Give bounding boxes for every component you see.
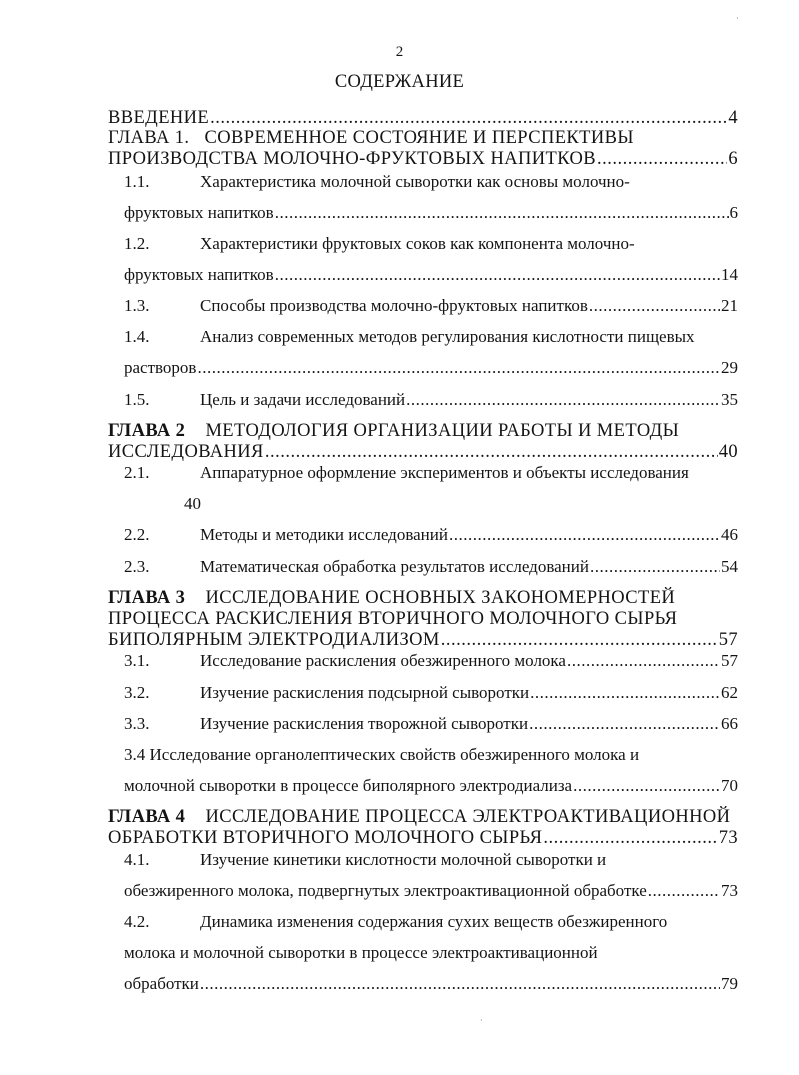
section-number: 1.3.: [124, 296, 150, 315]
section-title-line: Методы и методики исследований: [200, 525, 448, 544]
scan-speck: ·: [480, 1016, 483, 1025]
section-number: 3.1.: [124, 651, 150, 670]
toc-section-1-4[interactable]: [108, 357, 738, 381]
section-title-line: Анализ современных методов регулирования кислотности пищевых: [200, 327, 695, 346]
toc-section-1-1[interactable]: [108, 202, 738, 226]
dot-leader: [449, 524, 720, 546]
page-number: 2: [395, 44, 404, 60]
toc-section-1-1-heading[interactable]: [108, 171, 738, 195]
toc-page-number: 4: [728, 108, 738, 128]
dot-leader: [200, 973, 720, 995]
toc-section-3-1[interactable]: [108, 650, 738, 674]
toc-section-3-3[interactable]: [108, 713, 738, 737]
toc-section-1-2-heading[interactable]: [108, 233, 738, 257]
dot-leader: [648, 880, 720, 902]
section-number: 1.1.: [124, 172, 150, 191]
toc-entry-text: ВВЕДЕНИЕ: [108, 108, 210, 128]
chapter-title-line: МЕТОДОЛОГИЯ ОРГАНИЗАЦИИ РАБОТЫ И МЕТОДЫ: [205, 421, 680, 441]
toc-page-number: 73: [718, 828, 738, 848]
dot-leader: [529, 713, 720, 735]
dot-leader: [530, 682, 720, 704]
section-title-line: Характеристика молочной сыворотки как основы молочно-: [200, 172, 630, 191]
toc-section-2-1[interactable]: [184, 493, 284, 517]
chapter-title-line: ПРОЦЕССА РАСКИСЛЕНИЯ ВТОРИЧНОГО МОЛОЧНОГО СЫРЬЯ: [108, 609, 678, 629]
chapter-label: ГЛАВА 4: [108, 807, 186, 827]
page-title: СОДЕРЖАНИЕ: [334, 72, 465, 92]
toc-section-2-1-heading[interactable]: [108, 462, 738, 486]
toc-chapter-1[interactable]: [108, 148, 738, 172]
toc-section-2-2[interactable]: [108, 524, 738, 548]
toc-section-1-5[interactable]: [108, 389, 738, 413]
section-title-line: фруктовых напитков: [124, 265, 274, 284]
toc-page-number: 35: [721, 390, 738, 409]
dot-leader: [590, 556, 720, 578]
toc-section-1-3[interactable]: [108, 295, 738, 319]
section-title-line: Изучение кинетики кислотности молочной сыворотки и: [200, 850, 607, 869]
toc-section-3-2[interactable]: [108, 682, 738, 706]
toc-page-number: 46: [721, 525, 738, 544]
toc-section-4-1[interactable]: [108, 880, 738, 904]
toc-page-number: 57: [718, 630, 738, 650]
section-number: 3.2.: [124, 683, 150, 702]
section-number: 2.3.: [124, 557, 150, 576]
toc-section-1-2[interactable]: [108, 264, 738, 288]
section-title-line: молока и молочной сыворотки в процессе электроактивационной: [124, 943, 598, 962]
dot-leader: [567, 650, 720, 672]
section-number: 2.2.: [124, 525, 150, 544]
dot-leader: [275, 264, 720, 286]
section-title-line: молочной сыворотки в процессе биполярного электродиализа: [124, 776, 573, 795]
dot-leader: [573, 775, 720, 797]
section-title-line: растворов: [124, 358, 197, 377]
toc-section-2-3[interactable]: [108, 556, 738, 580]
dot-leader: [197, 357, 720, 379]
section-number: 4.1.: [124, 850, 150, 869]
dot-leader: [543, 827, 717, 849]
toc-section-4-2-line-2[interactable]: [108, 942, 738, 966]
dot-leader: [406, 389, 720, 411]
dot-leader: [597, 148, 727, 170]
dot-leader: [265, 441, 718, 463]
chapter-title-line: ИССЛЕДОВАНИЕ ПРОЦЕССА ЭЛЕКТРОАКТИВАЦИОННОЙ: [205, 807, 731, 827]
toc-page-number: 57: [721, 651, 738, 670]
toc-section-4-2-heading[interactable]: [108, 911, 738, 935]
section-title-line: Динамика изменения содержания сухих веществ обезжиренного: [200, 912, 668, 931]
dot-leader: [210, 107, 727, 129]
section-title-line: обезжиренного молока, подвергнутых электроактивационной обработке: [124, 881, 647, 900]
section-number: 1.2.: [124, 234, 150, 253]
toc-page-number: 6: [728, 149, 738, 169]
toc-section-4-1-heading[interactable]: [108, 849, 738, 873]
toc-section-1-4-heading[interactable]: [108, 326, 738, 350]
section-number: 1.4.: [124, 327, 150, 346]
toc-page-number: 14: [721, 265, 738, 284]
toc-chapter-4[interactable]: [108, 827, 738, 851]
chapter-title-line: ПРОИЗВОДСТВА МОЛОЧНО-ФРУКТОВЫХ НАПИТКОВ: [108, 149, 596, 169]
toc-page-number: 6: [729, 203, 738, 222]
chapter-title-line: ИССЛЕДОВАНИЯ: [108, 442, 264, 462]
section-title-line: Математическая обработка результатов исследований: [200, 557, 589, 576]
dot-leader: [275, 202, 729, 224]
section-number: 3.3.: [124, 714, 150, 733]
toc-section-4-2[interactable]: [108, 973, 738, 997]
section-number: 1.5.: [124, 390, 150, 409]
chapter-label: ГЛАВА 2: [108, 421, 186, 441]
scan-speck: ·: [736, 14, 739, 23]
toc-page-number: 54: [721, 557, 738, 576]
section-title-line: 3.4 Исследование органолептических свойств обезжиренного молока и: [124, 745, 640, 764]
section-title-line: Характеристики фруктовых соков как компонента молочно-: [200, 234, 635, 253]
section-title-line: Изучение раскисления подсырной сыворотки: [200, 683, 530, 702]
toc-page-number: 66: [721, 714, 738, 733]
chapter-title-line: ИССЛЕДОВАНИЕ ОСНОВНЫХ ЗАКОНОМЕРНОСТЕЙ: [205, 588, 676, 608]
section-number: 4.2.: [124, 912, 150, 931]
dot-leader: [441, 629, 718, 651]
chapter-label: ГЛАВА 1.: [108, 128, 190, 148]
section-title-line: фруктовых напитков: [124, 203, 274, 222]
section-title-line: Аппаратурное оформление экспериментов и объекты исследования: [200, 463, 689, 482]
section-number: 2.1.: [124, 463, 150, 482]
toc-page-number: 70: [721, 776, 738, 795]
chapter-title-line: БИПОЛЯРНЫМ ЭЛЕКТРОДИАЛИЗОМ: [108, 630, 440, 650]
chapter-title-line: ОБРАБОТКИ ВТОРИЧНОГО МОЛОЧНОГО СЫРЬЯ: [108, 828, 543, 848]
chapter-title-line: СОВРЕМЕННОЕ СОСТОЯНИЕ И ПЕРСПЕКТИВЫ: [204, 128, 634, 148]
toc-section-3-4-heading[interactable]: [108, 744, 738, 768]
toc-section-3-4[interactable]: [108, 775, 738, 799]
toc-page-number: 21: [721, 296, 738, 315]
toc-page-number: 40: [184, 494, 201, 513]
section-title-line: Изучение раскисления творожной сыворотки: [200, 714, 529, 733]
section-title-line: Способы производства молочно-фруктовых напитков: [200, 296, 588, 315]
toc-page-number: 40: [718, 442, 738, 462]
dot-leader: [589, 295, 720, 317]
toc-page-number: 79: [721, 974, 738, 993]
section-title-line: обработки: [124, 974, 199, 993]
toc-page-number: 62: [721, 683, 738, 702]
chapter-label: ГЛАВА 3: [108, 588, 186, 608]
toc-page-number: 29: [721, 358, 738, 377]
toc-page-number: 73: [721, 881, 738, 900]
section-title-line: Исследование раскисления обезжиренного молока: [200, 651, 566, 670]
section-title-line: Цель и задачи исследований: [200, 390, 406, 409]
